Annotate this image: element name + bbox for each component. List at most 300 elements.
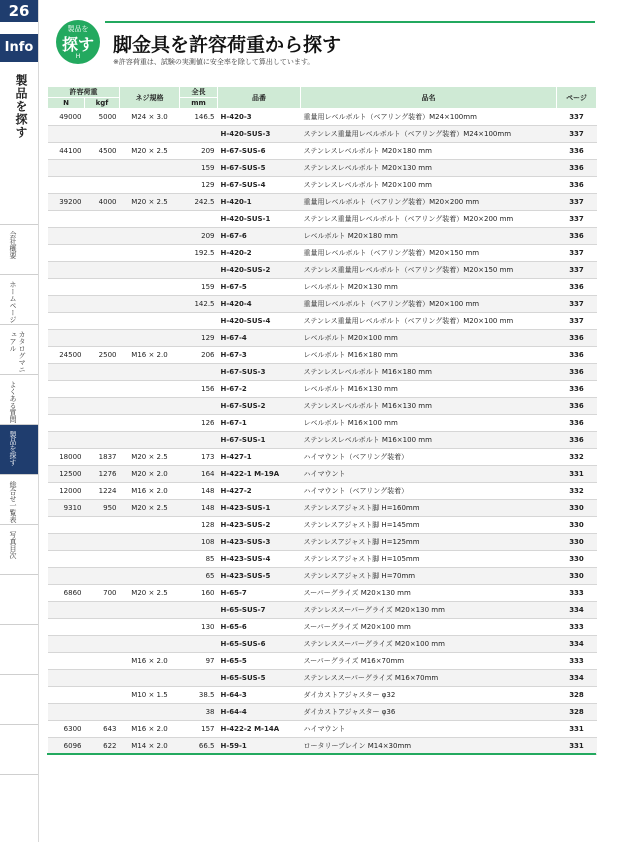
cell-n: 6096 <box>48 738 85 755</box>
page-number: 26 <box>0 0 38 22</box>
cell-length: 192.5 <box>180 245 218 262</box>
cell-name: スーパーグライズ M20×130 mm <box>301 585 557 602</box>
cell-thread <box>120 670 180 687</box>
cell-part: H-420-SUS-2 <box>218 262 301 279</box>
cell-n <box>48 653 85 670</box>
cell-kgf: 2500 <box>85 347 120 364</box>
side-tab[interactable] <box>0 274 38 325</box>
header-page: ページ <box>557 87 597 109</box>
cell-length: 129 <box>180 330 218 347</box>
cell-length <box>180 602 218 619</box>
cell-page: 330 <box>557 551 597 568</box>
cell-name: ステンレススーパーグライズ M20×130 mm <box>301 602 557 619</box>
cell-thread <box>120 568 180 585</box>
table-row <box>48 585 597 602</box>
cell-thread <box>120 211 180 228</box>
cell-n <box>48 670 85 687</box>
cell-length <box>180 670 218 687</box>
cell-length: 38.5 <box>180 687 218 704</box>
cell-name: ダイカストアジャスター φ32 <box>301 687 557 704</box>
cell-thread: M24 × 3.0 <box>120 109 180 126</box>
cell-name: ステンレス重量用レベルボルト（ベアリング装着）M24×100mm <box>301 126 557 143</box>
cell-kgf <box>85 602 120 619</box>
cell-thread <box>120 551 180 568</box>
load-table <box>47 86 597 755</box>
cell-page: 330 <box>557 568 597 585</box>
header-kgf: kgf <box>85 98 120 109</box>
side-tab-label: 会社概要 <box>9 231 17 259</box>
cell-part: H-65-7 <box>218 585 301 602</box>
cell-length <box>180 262 218 279</box>
cell-name: レベルボルト M20×100 mm <box>301 330 557 347</box>
cell-kgf <box>85 551 120 568</box>
table-bottom-rule <box>47 753 596 755</box>
cell-thread: M20 × 2.5 <box>120 449 180 466</box>
cell-n: 18000 <box>48 449 85 466</box>
cell-name: ステンレススーパーグライズ M20×100 mm <box>301 636 557 653</box>
cell-page: 337 <box>557 109 597 126</box>
side-tab[interactable] <box>0 674 38 725</box>
cell-kgf: 5000 <box>85 109 120 126</box>
side-tab[interactable] <box>0 324 38 375</box>
cell-page: 334 <box>557 670 597 687</box>
cell-name: ステンレスアジャスト脚 H=105mm <box>301 551 557 568</box>
cell-thread: M16 × 2.0 <box>120 721 180 738</box>
cell-name: ステンレスレベルボルト M16×130 mm <box>301 398 557 415</box>
cell-length: 242.5 <box>180 194 218 211</box>
cell-name: ハイマウント <box>301 466 557 483</box>
table-row <box>48 381 597 398</box>
side-tab-label: ホームページ <box>9 281 17 323</box>
cell-part: H-65-SUS-6 <box>218 636 301 653</box>
table-row <box>48 500 597 517</box>
cell-n: 49000 <box>48 109 85 126</box>
cell-part: H-67-SUS-1 <box>218 432 301 449</box>
cell-page: 333 <box>557 585 597 602</box>
cell-kgf <box>85 160 120 177</box>
cell-kgf <box>85 687 120 704</box>
cell-n: 12000 <box>48 483 85 500</box>
table-row <box>48 398 597 415</box>
cell-n <box>48 262 85 279</box>
cell-page: 337 <box>557 126 597 143</box>
cell-length: 159 <box>180 160 218 177</box>
cell-part: H-67-6 <box>218 228 301 245</box>
cell-page: 336 <box>557 347 597 364</box>
cell-kgf <box>85 126 120 143</box>
cell-thread <box>120 228 180 245</box>
cell-page: 336 <box>557 432 597 449</box>
table-row <box>48 551 597 568</box>
cell-length: 85 <box>180 551 218 568</box>
cell-length: 65 <box>180 568 218 585</box>
cell-part: H-422-1 M-19A <box>218 466 301 483</box>
side-tab[interactable] <box>0 574 38 625</box>
cell-kgf <box>85 211 120 228</box>
cell-thread: M20 × 2.5 <box>120 585 180 602</box>
cell-n <box>48 364 85 381</box>
cell-kgf <box>85 568 120 585</box>
cell-n <box>48 296 85 313</box>
side-tab[interactable] <box>0 374 38 425</box>
cell-kgf <box>85 415 120 432</box>
cell-page: 330 <box>557 500 597 517</box>
cell-n <box>48 160 85 177</box>
cell-part: H-67-4 <box>218 330 301 347</box>
cell-length <box>180 398 218 415</box>
cell-page: 334 <box>557 636 597 653</box>
cell-page: 331 <box>557 466 597 483</box>
cell-n <box>48 568 85 585</box>
side-tab-label: よくある質問 <box>9 381 17 423</box>
cell-name: 重量用レベルボルト（ベアリング装着）M20×200 mm <box>301 194 557 211</box>
cell-page: 334 <box>557 602 597 619</box>
table-row <box>48 109 597 126</box>
cell-part: H-427-1 <box>218 449 301 466</box>
cell-page: 328 <box>557 704 597 721</box>
section-badge <box>56 20 100 64</box>
table-row <box>48 721 597 738</box>
cell-length: 157 <box>180 721 218 738</box>
cell-name: レベルボルト M16×180 mm <box>301 347 557 364</box>
cell-length: 160 <box>180 585 218 602</box>
cell-kgf: 4500 <box>85 143 120 160</box>
cell-length: 164 <box>180 466 218 483</box>
cell-length <box>180 636 218 653</box>
cell-length <box>180 126 218 143</box>
header-name: 品名 <box>301 87 557 109</box>
cell-thread <box>120 534 180 551</box>
cell-part: H-420-2 <box>218 245 301 262</box>
cell-thread: M20 × 2.0 <box>120 466 180 483</box>
cell-length <box>180 364 218 381</box>
side-navigation <box>0 0 39 842</box>
cell-thread: M20 × 2.5 <box>120 500 180 517</box>
cell-thread: M14 × 2.0 <box>120 738 180 755</box>
cell-page: 337 <box>557 262 597 279</box>
cell-name: ステンレス重量用レベルボルト（ベアリング装着）M20×200 mm <box>301 211 557 228</box>
cell-length: 209 <box>180 143 218 160</box>
table-row <box>48 415 597 432</box>
cell-length: 209 <box>180 228 218 245</box>
header-thread: ネジ規格 <box>120 87 180 109</box>
header-n: N <box>48 98 85 109</box>
cell-kgf <box>85 364 120 381</box>
cell-length: 129 <box>180 177 218 194</box>
cell-thread: M20 × 2.5 <box>120 143 180 160</box>
cell-kgf: 1276 <box>85 466 120 483</box>
cell-n <box>48 330 85 347</box>
cell-kgf: 950 <box>85 500 120 517</box>
cell-name: レベルボルト M20×130 mm <box>301 279 557 296</box>
cell-part: H-67-2 <box>218 381 301 398</box>
cell-page: 336 <box>557 415 597 432</box>
cell-length: 108 <box>180 534 218 551</box>
cell-page: 336 <box>557 364 597 381</box>
cell-kgf <box>85 704 120 721</box>
cell-n: 6300 <box>48 721 85 738</box>
cell-length: 146.5 <box>180 109 218 126</box>
cell-page: 337 <box>557 211 597 228</box>
cell-part: H-422-2 M-14A <box>218 721 301 738</box>
cell-thread <box>120 432 180 449</box>
table-row <box>48 687 597 704</box>
cell-part: H-423-SUS-3 <box>218 534 301 551</box>
table-row <box>48 211 597 228</box>
cell-part: H-59-1 <box>218 738 301 755</box>
header-length: 全長 <box>180 87 218 98</box>
cell-length: 156 <box>180 381 218 398</box>
page-title: 脚金具を許容荷重から探す <box>113 34 342 56</box>
cell-name: ステンレスアジャスト脚 H=160mm <box>301 500 557 517</box>
cell-n <box>48 704 85 721</box>
cell-part: H-65-SUS-5 <box>218 670 301 687</box>
cell-thread: M20 × 2.5 <box>120 194 180 211</box>
cell-name: レベルボルト M16×130 mm <box>301 381 557 398</box>
badge-top-text: 製品を <box>67 25 89 33</box>
cell-part: H-420-3 <box>218 109 301 126</box>
side-tab[interactable] <box>0 774 38 825</box>
badge-main-text: 探す <box>61 35 94 54</box>
cell-thread: M16 × 2.0 <box>120 653 180 670</box>
cell-kgf: 1837 <box>85 449 120 466</box>
cell-name: ステンレスレベルボルト M16×180 mm <box>301 364 557 381</box>
cell-name: ステンレスレベルボルト M16×100 mm <box>301 432 557 449</box>
cell-length: 130 <box>180 619 218 636</box>
cell-kgf <box>85 262 120 279</box>
cell-part: H-67-1 <box>218 415 301 432</box>
side-tab[interactable] <box>0 724 38 775</box>
cell-n <box>48 517 85 534</box>
cell-thread <box>120 415 180 432</box>
cell-part: H-67-SUS-2 <box>218 398 301 415</box>
cell-kgf <box>85 653 120 670</box>
cell-kgf <box>85 670 120 687</box>
cell-length: 159 <box>180 279 218 296</box>
cell-name: ステンレスアジャスト脚 H=70mm <box>301 568 557 585</box>
header-part: 品番 <box>218 87 301 109</box>
table-row <box>48 330 597 347</box>
header-load: 許容荷重 <box>48 87 120 98</box>
cell-kgf <box>85 245 120 262</box>
cell-n <box>48 211 85 228</box>
cell-page: 336 <box>557 143 597 160</box>
table-row <box>48 364 597 381</box>
cell-n <box>48 551 85 568</box>
side-tab-label: カタログマニュアル <box>9 331 26 373</box>
cell-n <box>48 126 85 143</box>
table-row <box>48 126 597 143</box>
cell-page: 330 <box>557 517 597 534</box>
table-row <box>48 738 597 755</box>
cell-part: H-67-SUS-3 <box>218 364 301 381</box>
cell-page: 336 <box>557 381 597 398</box>
cell-length: 97 <box>180 653 218 670</box>
cell-kgf <box>85 313 120 330</box>
table-row <box>48 228 597 245</box>
table-row <box>48 177 597 194</box>
cell-part: H-423-SUS-2 <box>218 517 301 534</box>
table-row <box>48 194 597 211</box>
cell-page: 336 <box>557 177 597 194</box>
cell-name: スーパーグライズ M16×70mm <box>301 653 557 670</box>
cell-n: 39200 <box>48 194 85 211</box>
cell-n <box>48 636 85 653</box>
cell-name: ステンレススーパーグライズ M16×70mm <box>301 670 557 687</box>
side-tab-label: 製品を探す <box>9 431 17 466</box>
cell-name: ハイマウント <box>301 721 557 738</box>
side-tab-label: 写真目次 <box>9 531 17 559</box>
cell-name: ステンレスアジャスト脚 H=145mm <box>301 517 557 534</box>
cell-name: ハイマウント（ベアリング装着） <box>301 449 557 466</box>
cell-kgf: 700 <box>85 585 120 602</box>
cell-kgf <box>85 636 120 653</box>
cell-name: スーパーグライズ M20×100 mm <box>301 619 557 636</box>
cell-kgf <box>85 534 120 551</box>
cell-n <box>48 432 85 449</box>
cell-thread <box>120 398 180 415</box>
cell-part: H-423-SUS-1 <box>218 500 301 517</box>
cell-page: 333 <box>557 653 597 670</box>
cell-name: ステンレス重量用レベルボルト（ベアリング装着）M20×150 mm <box>301 262 557 279</box>
cell-length: 206 <box>180 347 218 364</box>
side-tab[interactable] <box>0 224 38 275</box>
cell-part: H-420-SUS-4 <box>218 313 301 330</box>
cell-name: 重量用レベルボルト（ベアリング装着）M24×100mm <box>301 109 557 126</box>
cell-part: H-420-4 <box>218 296 301 313</box>
cell-page: 336 <box>557 398 597 415</box>
title-rule <box>105 21 595 23</box>
cell-thread <box>120 279 180 296</box>
cell-part: H-64-4 <box>218 704 301 721</box>
table-row <box>48 670 597 687</box>
cell-part: H-427-2 <box>218 483 301 500</box>
cell-page: 337 <box>557 313 597 330</box>
cell-thread <box>120 381 180 398</box>
table-row <box>48 483 597 500</box>
table-row <box>48 517 597 534</box>
cell-part: H-65-6 <box>218 619 301 636</box>
table-row <box>48 160 597 177</box>
cell-kgf <box>85 381 120 398</box>
side-tab-label: 総合せ一覧表 <box>9 481 17 523</box>
cell-n <box>48 245 85 262</box>
cell-n: 12500 <box>48 466 85 483</box>
cell-n <box>48 602 85 619</box>
cell-thread: M16 × 2.0 <box>120 483 180 500</box>
cell-thread <box>120 602 180 619</box>
side-tab[interactable] <box>0 524 38 575</box>
side-tab[interactable] <box>0 474 38 525</box>
table-row <box>48 449 597 466</box>
cell-length: 128 <box>180 517 218 534</box>
cell-name: ロータリープレイン M14×30mm <box>301 738 557 755</box>
cell-thread <box>120 364 180 381</box>
table-row <box>48 432 597 449</box>
cell-length <box>180 432 218 449</box>
table-row <box>48 245 597 262</box>
table-row <box>48 653 597 670</box>
cell-kgf <box>85 279 120 296</box>
cell-length: 173 <box>180 449 218 466</box>
table-row <box>48 296 597 313</box>
cell-n <box>48 228 85 245</box>
cell-length <box>180 313 218 330</box>
table-row <box>48 704 597 721</box>
cell-part: H-67-SUS-6 <box>218 143 301 160</box>
cell-name: ステンレスアジャスト脚 H=125mm <box>301 534 557 551</box>
cell-kgf <box>85 177 120 194</box>
side-tab[interactable] <box>0 424 38 475</box>
cell-kgf: 622 <box>85 738 120 755</box>
cell-length: 148 <box>180 500 218 517</box>
cell-name: 重量用レベルボルト（ベアリング装着）M20×100 mm <box>301 296 557 313</box>
table-row <box>48 347 597 364</box>
cell-n <box>48 381 85 398</box>
cell-n <box>48 279 85 296</box>
cell-part: H-64-3 <box>218 687 301 704</box>
table-row <box>48 636 597 653</box>
cell-page: 333 <box>557 619 597 636</box>
cell-thread <box>120 126 180 143</box>
cell-thread <box>120 704 180 721</box>
current-section-label: 製品を探す <box>14 74 28 139</box>
table-row <box>48 619 597 636</box>
cell-part: H-67-3 <box>218 347 301 364</box>
table-row <box>48 534 597 551</box>
cell-part: H-67-5 <box>218 279 301 296</box>
cell-part: H-420-1 <box>218 194 301 211</box>
cell-part: H-65-5 <box>218 653 301 670</box>
cell-page: 332 <box>557 483 597 500</box>
table-body <box>48 109 597 755</box>
cell-page: 336 <box>557 160 597 177</box>
cell-n: 44100 <box>48 143 85 160</box>
cell-page: 337 <box>557 245 597 262</box>
cell-part: H-67-SUS-5 <box>218 160 301 177</box>
load-note: ※許容荷重は、試験の実測値に安全率を除して算出しています。 <box>113 58 315 66</box>
table-row <box>48 568 597 585</box>
cell-n: 24500 <box>48 347 85 364</box>
cell-part: H-423-SUS-4 <box>218 551 301 568</box>
cell-thread <box>120 245 180 262</box>
cell-thread <box>120 619 180 636</box>
cell-name: ハイマウント（ベアリング装着） <box>301 483 557 500</box>
side-tab[interactable] <box>0 624 38 675</box>
info-tab[interactable]: Info <box>0 34 38 62</box>
cell-name: ステンレスレベルボルト M20×100 mm <box>301 177 557 194</box>
cell-length: 142.5 <box>180 296 218 313</box>
cell-thread: M10 × 1.5 <box>120 687 180 704</box>
cell-length: 126 <box>180 415 218 432</box>
cell-part: H-423-SUS-5 <box>218 568 301 585</box>
cell-kgf <box>85 296 120 313</box>
cell-page: 337 <box>557 194 597 211</box>
table-row <box>48 279 597 296</box>
cell-page: 330 <box>557 534 597 551</box>
cell-part: H-420-SUS-3 <box>218 126 301 143</box>
cell-n: 9310 <box>48 500 85 517</box>
cell-n <box>48 534 85 551</box>
cell-part: H-420-SUS-1 <box>218 211 301 228</box>
cell-thread <box>120 160 180 177</box>
cell-name: レベルボルト M20×180 mm <box>301 228 557 245</box>
cell-page: 332 <box>557 449 597 466</box>
cell-part: H-65-SUS-7 <box>218 602 301 619</box>
table-row <box>48 313 597 330</box>
cell-name: ダイカストアジャスター φ36 <box>301 704 557 721</box>
cell-kgf: 1224 <box>85 483 120 500</box>
